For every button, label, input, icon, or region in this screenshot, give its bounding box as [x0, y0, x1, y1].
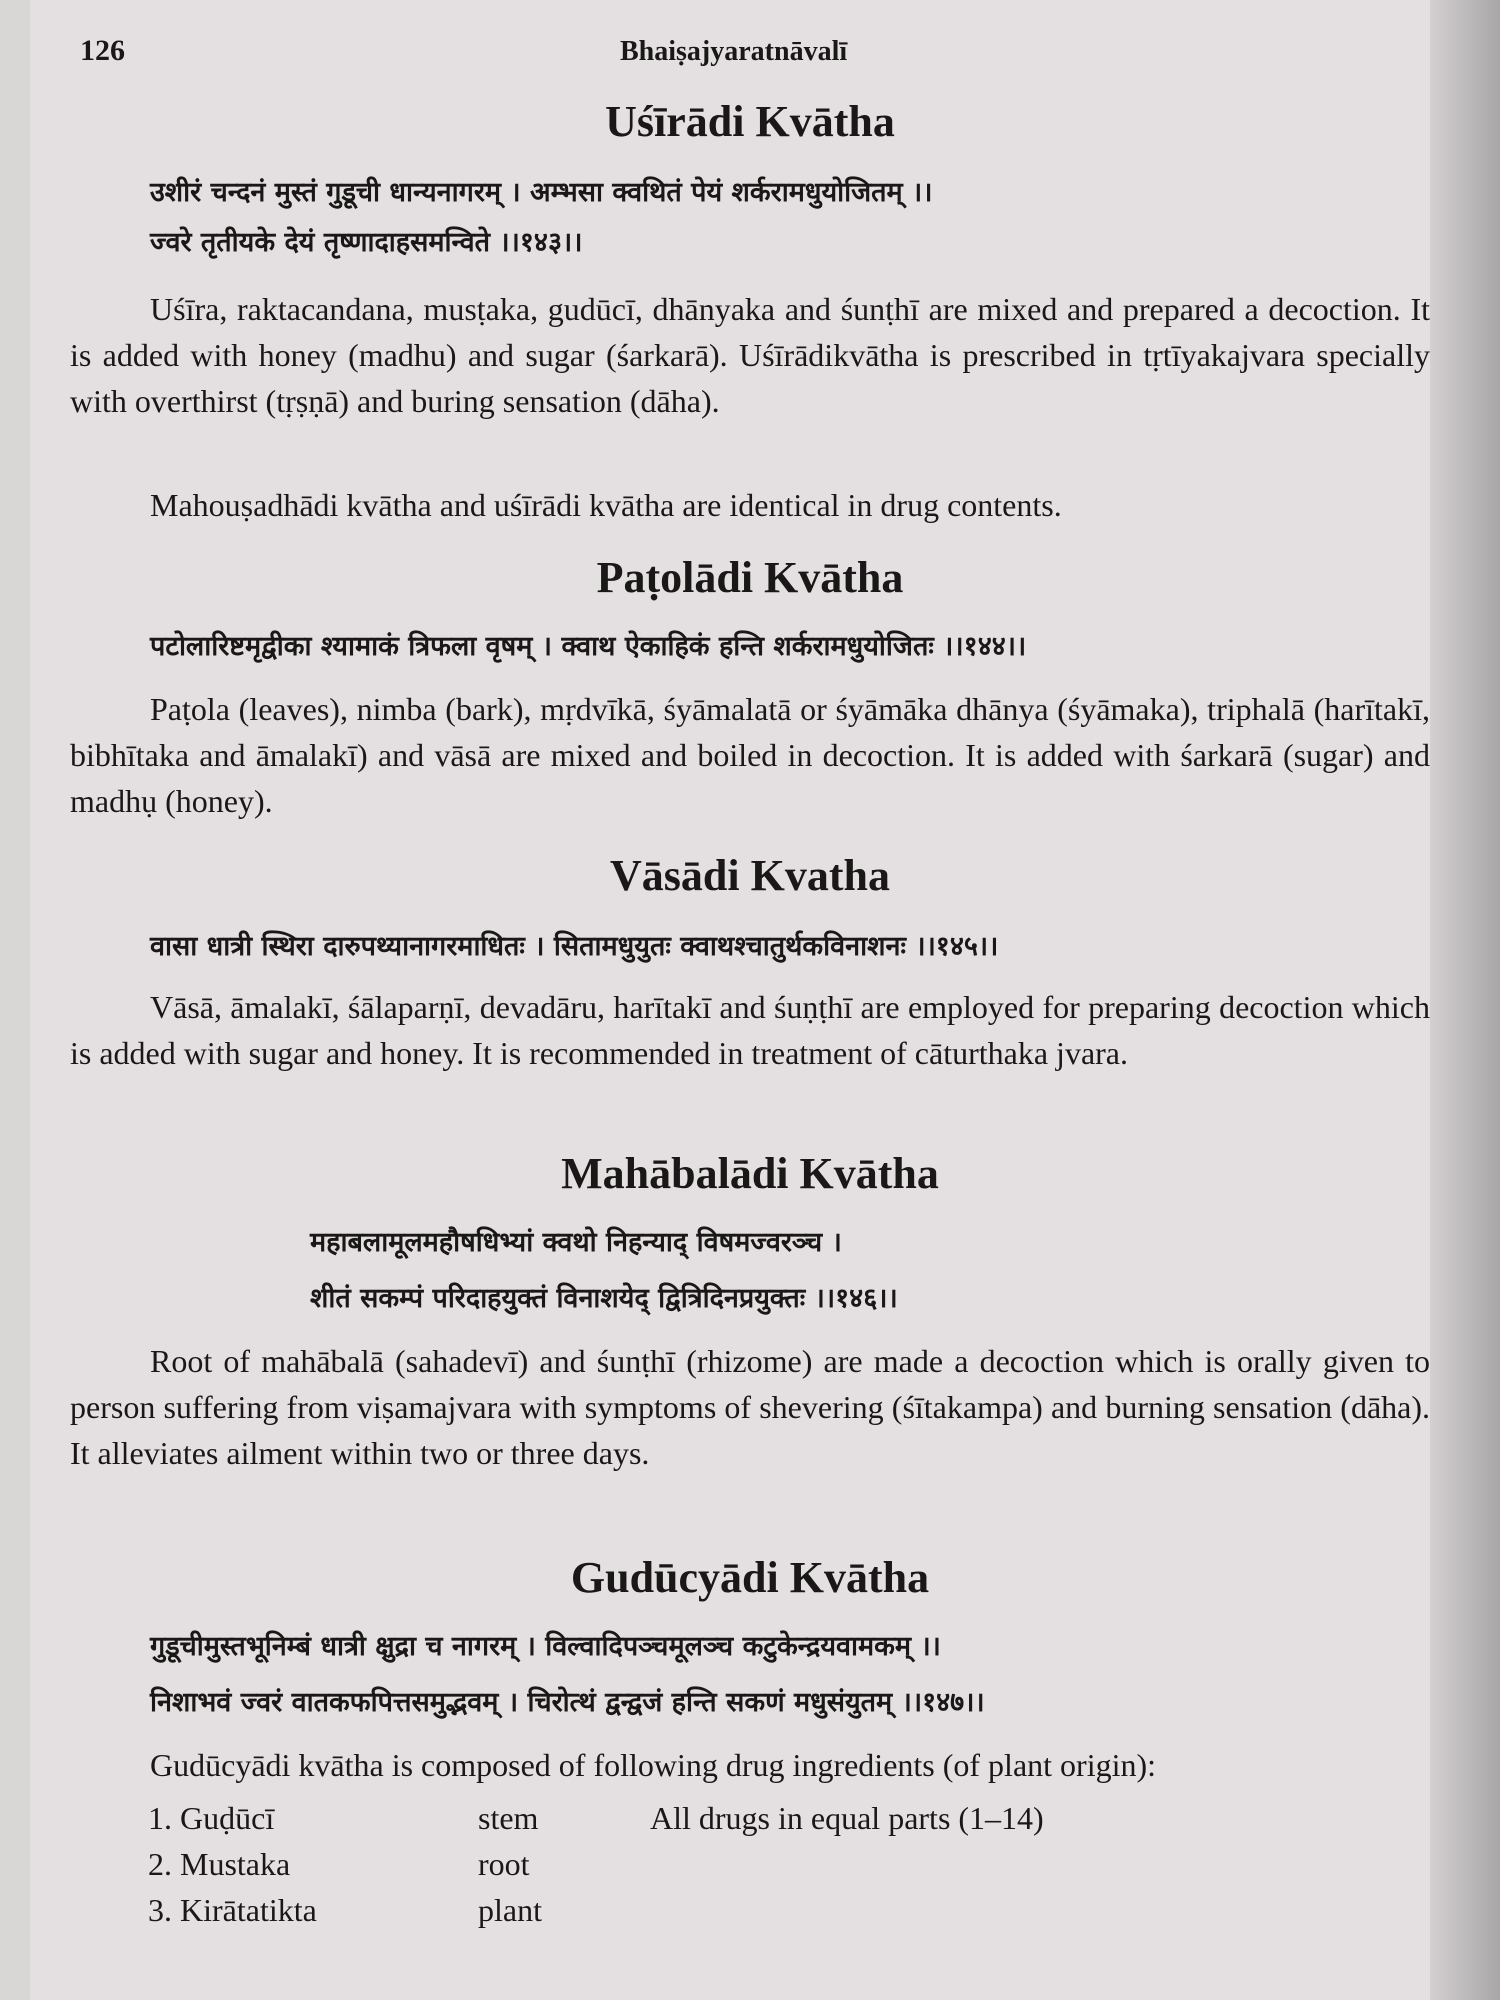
guducyadi-intro: Gudūcyādi kvātha is composed of following drug ingredients (of plant origin):: [150, 1747, 1157, 1783]
verse-143-line1: उशीरं चन्दनं मुस्तं गुडूची धान्यनागरम् । अम्भसा क्वथितं पेयं शर्करामधुयोजितम् ।।: [150, 177, 933, 208]
section-heading-mahabaladi: Mahābalādi Kvātha: [561, 1149, 939, 1198]
list-item: [0, 1800, 1500, 1840]
running-header-title: Bhaiṣajyaratnāvalī: [620, 36, 848, 67]
verse-147-line2: निशाभवं ज्वरं वातकफपित्तसमुद्भवम् । चिरोत्थं द्वन्द्वजं हन्ति सकणं मधुसंयुतम् ।।१४७।।: [150, 1687, 985, 1718]
page-number: 126: [80, 34, 125, 67]
ingredient-name: 1. Guḍūcī: [148, 1800, 275, 1836]
usiradi-paragraph: Uśīra, raktacandana, musṭaka, gudūcī, dhānyaka and śunṭhī are mixed and prepared a decoction. It is added with honey (madhu) and sugar (śarkarā). Uśīrādikvātha is prescribed in tṛtīyakajvara specially with overthirst (tṛṣṇā) and buring sensation (dāha).: [70, 291, 1430, 419]
section-heading-usiradi: Uśīrādi Kvātha: [605, 97, 895, 146]
ingredient-part: root: [478, 1846, 530, 1882]
patoladi-paragraph: Paṭola (leaves), nimba (bark), mṛdvīkā, śyāmalatā or śyāmāka dhānya (śyāmaka), triphalā (harītakī, bibhītaka and āmalakī) and vāsā are mixed and boiled in decoction. It is added with śarkarā (sugar) and madhụ (honey).: [70, 691, 1430, 819]
usiradi-note: Mahouṣadhādi kvātha and uśīrādi kvātha are identical in drug contents.: [150, 487, 1062, 523]
ingredient-name: 3. Kirātatikta: [148, 1892, 317, 1928]
section-heading-guducyadi: Gudūcyādi Kvātha: [570, 1553, 930, 1602]
mahabaladi-paragraph: Root of mahābalā (sahadevī) and śunṭhī (rhizome) are made a decoction which is orally given to person suffering from viṣamajvara with symptoms of shevering (śītakampa) and burning sensation (dāha). It alleviates ailment within two or three days.: [70, 1343, 1430, 1471]
verse-145-line1: वासा धात्री स्थिरा दारुपथ्यानागरमाधितः । सितामधुयुतः क्वाथश्चातुर्थकविनाशनः ।।१४५।।: [150, 931, 999, 962]
section-heading-vasadi: Vāsādi Kvatha: [610, 851, 890, 900]
verse-144-line1: पटोलारिष्टमृद्वीका श्यामाकं त्रिफला वृषम् । क्वाथ ऐकाहिकं हन्ति शर्करामधुयोजितः ।।१४४।।: [150, 631, 1027, 662]
verse-146-line2: शीतं सकम्पं परिदाहयुक्तं विनाशयेद् द्वित्रिदिनप्रयुक्तः ।।१४६।।: [310, 1283, 898, 1314]
ingredient-note: All drugs in equal parts (1–14): [650, 1800, 1044, 1836]
section-heading-patoladi: Paṭolādi Kvātha: [596, 553, 904, 602]
page-edge: [1430, 0, 1500, 2000]
ingredient-part: stem: [478, 1800, 539, 1836]
list-item: [0, 1892, 1500, 1932]
ingredient-part: plant: [478, 1892, 542, 1928]
vasadi-paragraph: Vāsā, āmalakī, śālaparṇī, devadāru, harītakī and śuṇṭhī are employed for preparing decoction which is added with sugar and honey. It is recommended in treatment of cāturthaka jvara.: [70, 989, 1430, 1071]
verse-146-line1: महाबलामूलमहौषधिभ्यां क्वथो निहन्याद् विषमज्वरञ्च ।: [310, 1227, 842, 1258]
list-item: [0, 1846, 1500, 1886]
verse-147-line1: गुडूचीमुस्तभूनिम्बं धात्री क्षुद्रा च नागरम् । विल्वादिपञ्चमूलञ्च कटुकेन्द्रयवामकम् ।।: [150, 1631, 941, 1662]
ingredient-name: 2. Mustaka: [148, 1846, 291, 1882]
verse-143-line2: ज्वरे तृतीयके देयं तृष्णादाहसमन्विते ।।१४३।।: [150, 227, 583, 258]
